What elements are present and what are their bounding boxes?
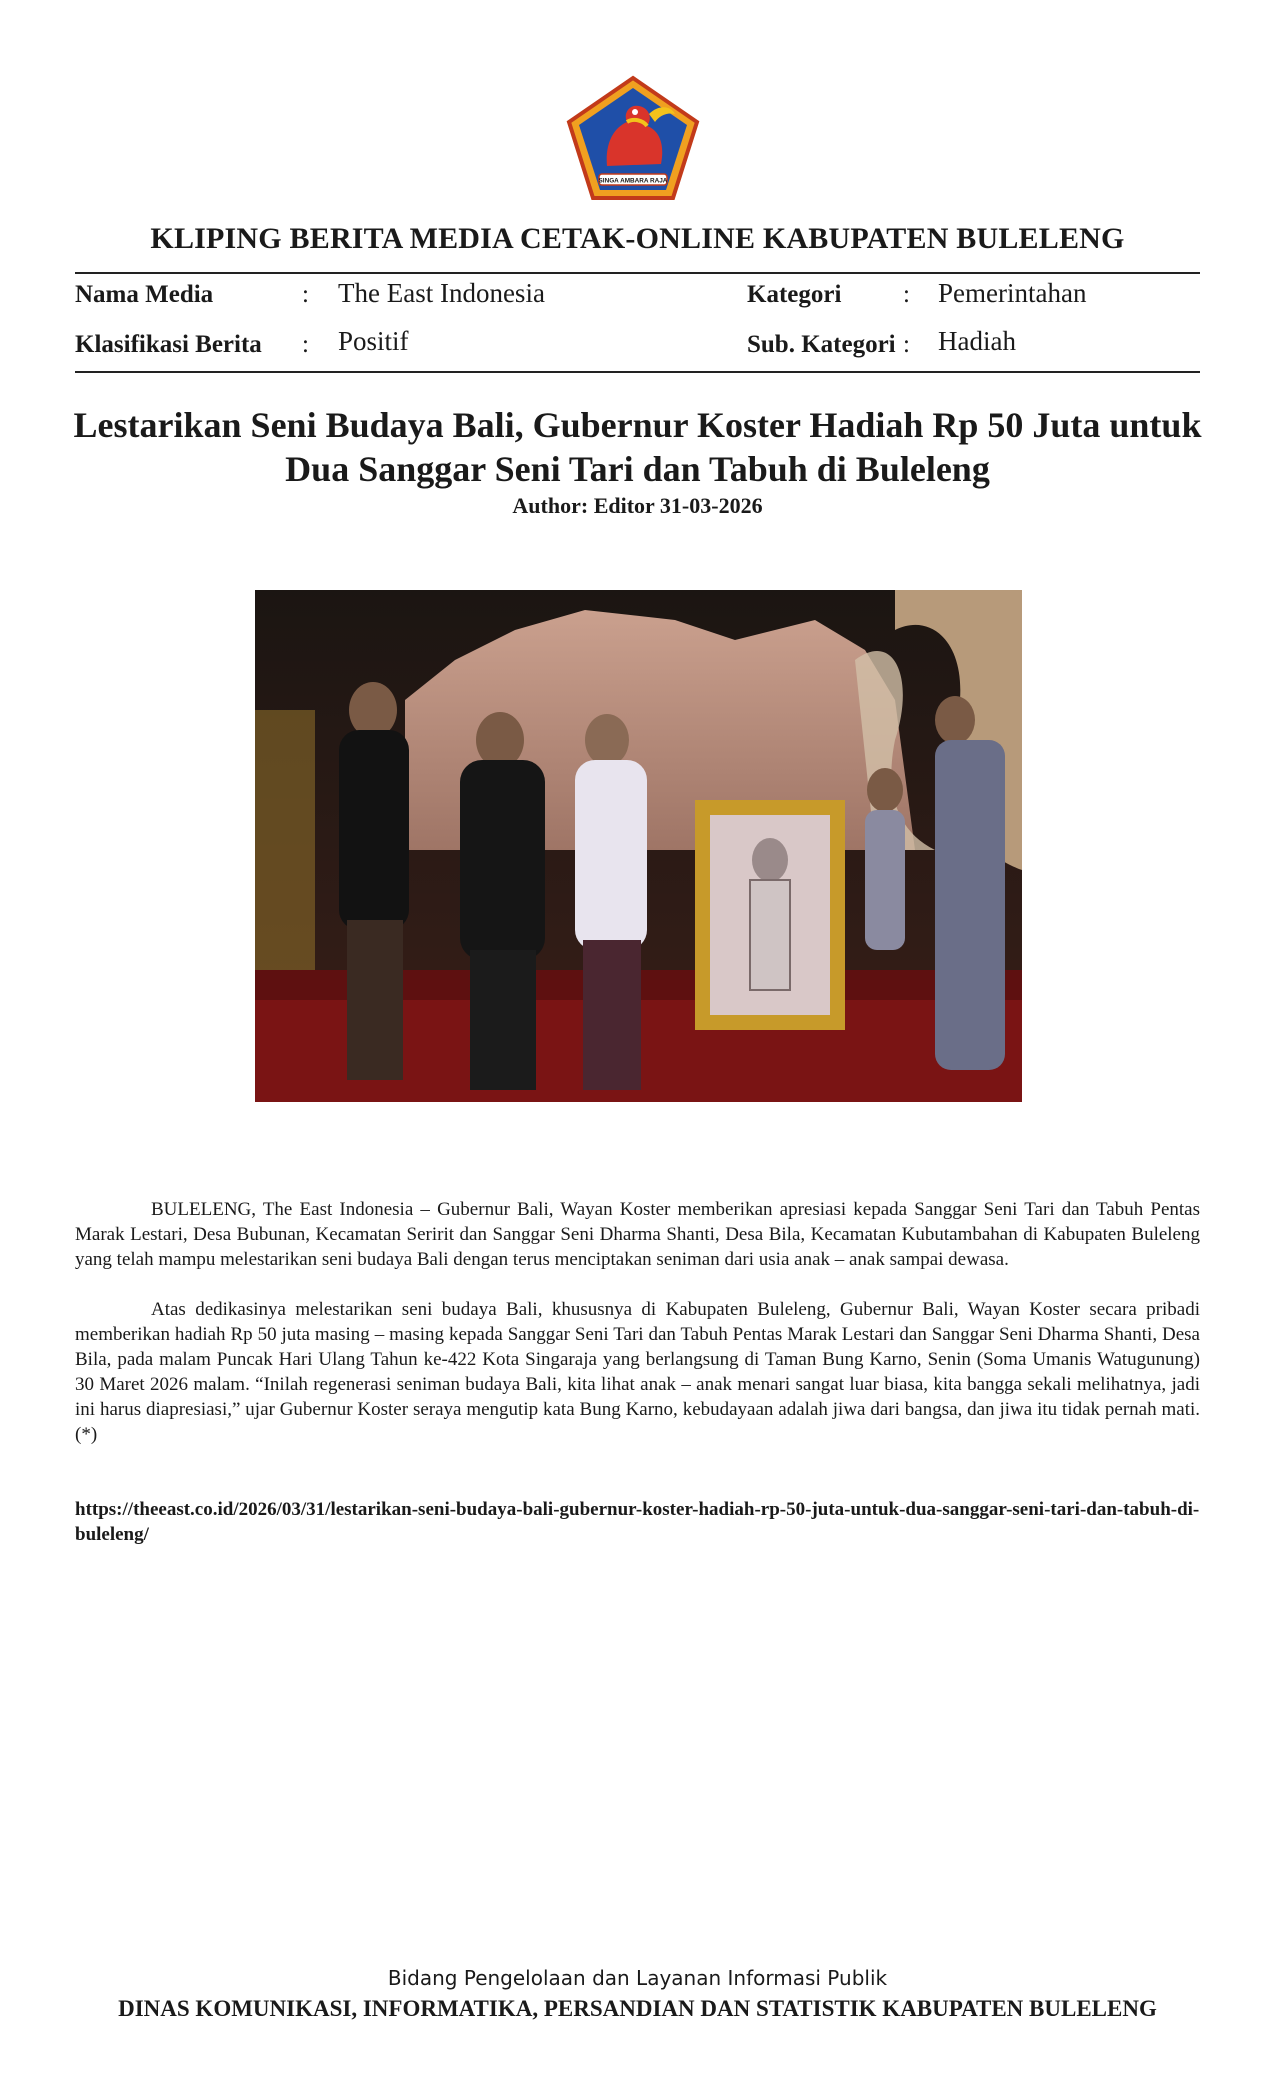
sub-kategori-value: Hadiah — [938, 326, 1016, 356]
article-author: Author: Editor 31-03-2026 — [512, 493, 763, 518]
nama-media-value: The East Indonesia — [338, 278, 545, 308]
footer-unit: Bidang Pengelolaan dan Layanan Informasi Publik — [387, 1966, 888, 1990]
klasifikasi-label: Klasifikasi Berita — [75, 331, 262, 358]
bottom-divider — [75, 371, 1200, 373]
nama-media-colon: : — [302, 281, 309, 308]
sub-kategori-label: Sub. Kategori — [747, 331, 896, 358]
news-photo-icon — [255, 590, 1022, 1102]
kategori-value: Pemerintahan — [938, 278, 1087, 308]
klasifikasi-colon: : — [302, 331, 309, 358]
article-body — [75, 1197, 1200, 1472]
footer-agency: DINAS KOMUNIKASI, INFORMATIKA, PERSANDIAN DAN STATISTIK KABUPATEN BULELENG — [118, 1996, 1157, 2021]
article-paragraph-1: BULELENG, The East Indonesia – Gubernur Bali, Wayan Koster memberikan apresiasi kepada Sanggar Seni Tari dan Tabuh Pentas Marak Lestari, Desa Bubunan, Kecamatan Seririt dan Sanggar Seni Dharma Shanti, Desa Bila, Kecamatan Kubutambahan di Kabupaten Buleleng yang telah mampu melestarikan seni budaya Bali dengan terus menciptakan seniman dari usia anak – anak sampai dewasa. — [75, 1199, 1200, 1270]
article-paragraph-2: Atas dedikasinya melestarikan seni budaya Bali, khususnya di Kabupaten Buleleng, Gubernur Bali, Wayan Koster secara pribadi memberikan hadiah Rp 50 juta masing – masing kepada Sanggar Seni Tari dan Tabuh Pentas Marak Lestari dan Sanggar Seni Dharma Shanti, Desa Bila, pada malam Puncak Hari Ulang Tahun ke-422 Kota Singaraja yang berlangsung di Taman Bung Karno, Senin (Soma Umanis Watugunung) 30 Maret 2026 malam. “Inilah regenerasi seniman budaya Bali, kita lihat anak – anak menari sangat luar biasa, kita bangga sekali melihatnya, jadi ini harus diapresiasi,” ujar Gubernur Koster seraya mengutip kata Bung Karno, kebudayaan adalah jiwa dari bangsa, dan jiwa itu tidak pernah mati.(*) — [75, 1299, 1200, 1445]
article-headline: Lestarikan Seni Budaya Bali, Gubernur Koster Hadiah Rp 50 Juta untuk Dua Sanggar Seni Tari dan Tabuh di Buleleng — [73, 405, 1202, 489]
buleleng-crest-icon — [563, 74, 703, 202]
sub-kategori-colon: : — [903, 331, 910, 358]
kliping-title: KLIPING BERITA MEDIA CETAK-ONLINE KABUPATEN BULELENG — [150, 222, 1125, 255]
top-divider — [75, 272, 1200, 274]
kategori-colon: : — [903, 281, 910, 308]
klasifikasi-value: Positif — [338, 326, 409, 356]
nama-media-label: Nama Media — [75, 281, 214, 308]
logo-motto: SINGA AMBARA RAJA — [598, 177, 668, 185]
kategori-label: Kategori — [747, 281, 842, 308]
source-link[interactable]: https://theeast.co.id/2026/03/31/lestarikan-seni-budaya-bali-gubernur-koster-hadiah-rp-50-juta-untuk-dua-sanggar-seni-tari-dan-tabuh-di-buleleng/ — [75, 1499, 1200, 1545]
